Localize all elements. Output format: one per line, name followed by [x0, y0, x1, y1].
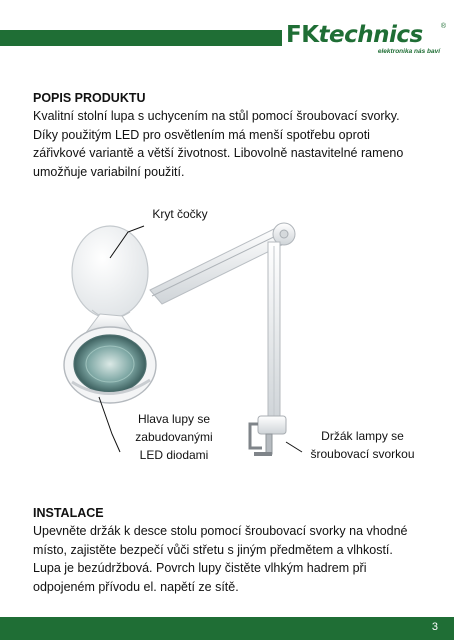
- lower-arm: [268, 242, 280, 420]
- logo-tagline: elektronika nás baví: [377, 48, 440, 55]
- head-leader: [99, 397, 120, 452]
- page-number: 3: [431, 621, 438, 633]
- callout-text: Kryt čočky: [152, 207, 208, 221]
- logo-registered-mark: ®: [440, 23, 446, 30]
- product-figure: [0, 190, 454, 490]
- lens-cover: [72, 226, 148, 319]
- magnifier-head: [64, 314, 156, 403]
- description-line: zářivkové variantě a větší životnost. Libovolně nastavitelné rameno: [33, 146, 404, 161]
- installation-line: místo, zajistěte bezpečí vůči střetu s jiným předmětem a vlhkostí.: [33, 542, 393, 557]
- logo-main-text: technics: [318, 22, 423, 48]
- installation-heading: INSTALACE: [33, 506, 104, 520]
- lens-cover-callout: [140, 205, 220, 223]
- description-line: umožňuje variabilní použití.: [33, 164, 185, 179]
- installation-line: Lupa je bezúdržbová. Povrch lupy čistěte vlhkým hadrem při: [33, 561, 367, 576]
- product-description-section: [33, 90, 425, 181]
- callout-text: Držák lampy se: [321, 429, 404, 443]
- callout-text: šroubovací svorkou: [310, 447, 415, 461]
- installation-line: odpojeném přívodu el. napětí ze sítě.: [33, 579, 239, 594]
- description-heading: POPIS PRODUKTU: [33, 91, 146, 105]
- clamp-holder: [250, 416, 286, 456]
- installation-line: Upevněte držák k desce stolu pomocí šroubovací svorky na vhodné: [33, 524, 408, 538]
- description-line: Díky použitým LED pro osvětlením má menší spotřebu oproti: [33, 127, 370, 142]
- logo-wordmark: [286, 22, 423, 48]
- description-line: Kvalitní stolní lupa s uchycením na stůl pomocí šroubovací svorky.: [33, 109, 400, 123]
- logo-prefix: FK: [286, 22, 319, 48]
- header-bar: [0, 30, 282, 46]
- callout-text: Hlava lupy se: [137, 412, 211, 426]
- magnifier-head-callout: [122, 410, 226, 464]
- brand-logo: [286, 22, 446, 62]
- callout-text: zabudovanými: [135, 430, 213, 444]
- callout-text: LED diodami: [139, 448, 209, 462]
- lamp-holder-callout: [300, 427, 425, 463]
- installation-section: [33, 505, 425, 596]
- footer-bar: [0, 617, 454, 640]
